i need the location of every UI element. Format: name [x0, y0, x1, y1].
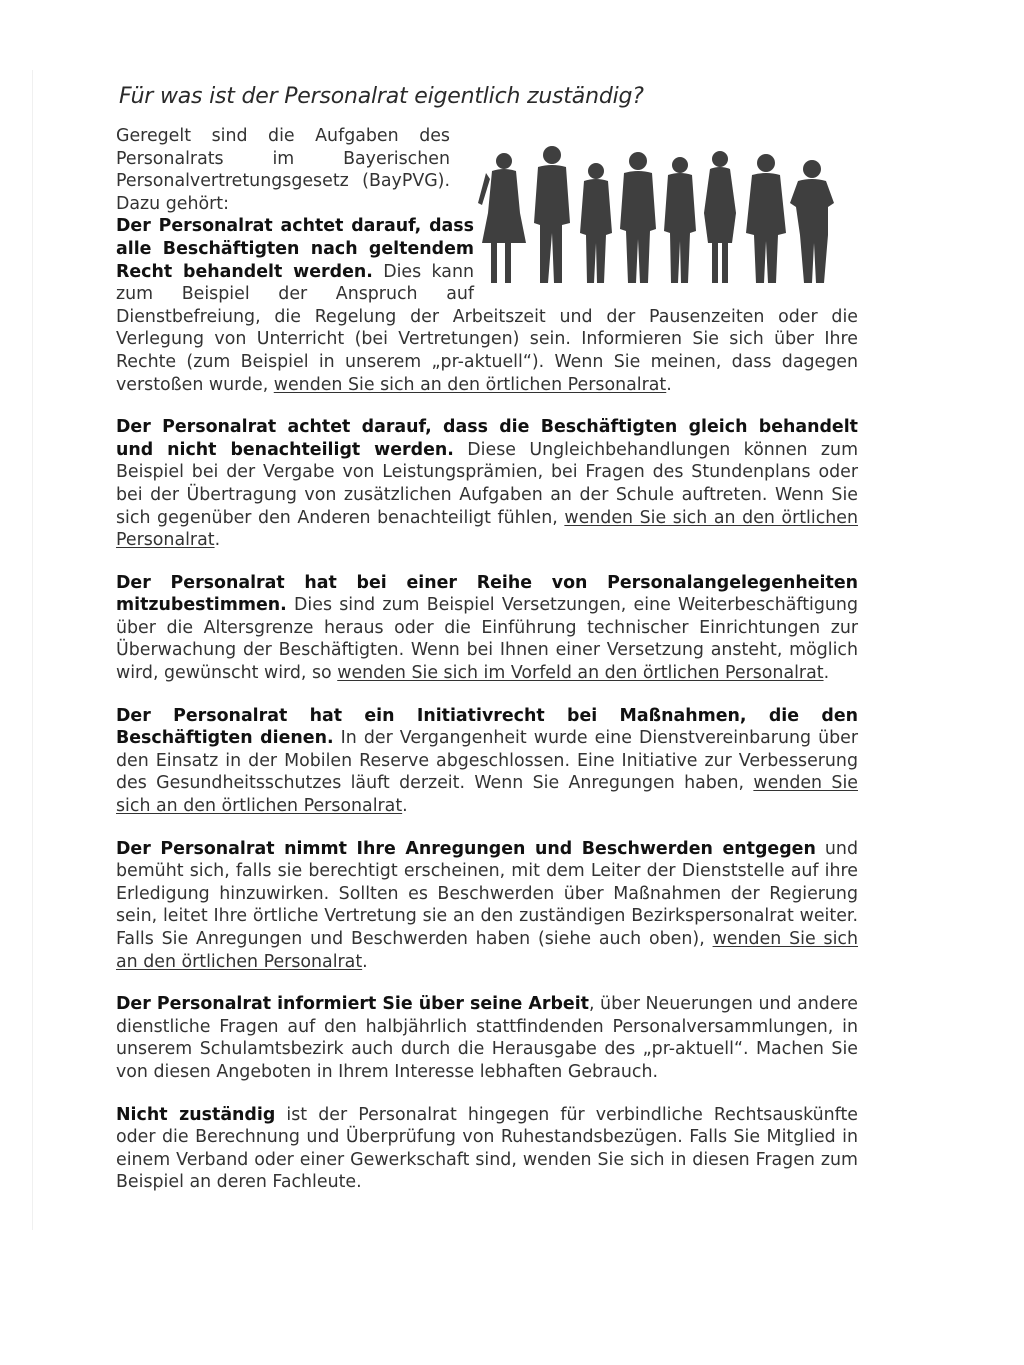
section-5-heading: Der Personalrat nimmt Ihre Anregungen und Beschwerden entgegen	[116, 838, 816, 859]
silhouette-person-3	[580, 163, 612, 283]
section-5	[116, 838, 858, 974]
silhouette-person-8	[790, 160, 834, 283]
section-2-text: Diese Ungleichbehandlungen können zum Beispiel bei der Vergabe von Leistungsprämien, bei Fragen des Stundenplans oder bei der Übertragung von zusätzlichen Aufgaben an der Schule auftreten. Wenn Sie sich gegenüber den Anderen benachteiligt fühlen,	[116, 439, 859, 528]
section-2-link[interactable]: wenden Sie sich an den örtlichen Personalrat	[116, 507, 858, 551]
section-1-text: Dies kann zum Beispiel der Anspruch auf Dienstbefreiung, die Regelung der Arbeitszeit und der Pausenzeiten oder die Verlegung von Unterricht (bei Vertretungen) sein. Informieren Sie sich über Ihre Rechte (zum Beispiel in unserem „pr-aktuell“). Wenn Sie meinen, dass dagegen verstoßen wurde,	[116, 261, 858, 395]
section-3-link[interactable]: wenden Sie sich im Vorfeld an den örtlichen Personalrat	[337, 663, 824, 684]
section-3-text: Dies sind zum Beispiel Versetzungen, eine Weiterbeschäftigung über die Altersgrenze heraus oder die Einführung technischer Einrichtungen zur Überwachung der Beschäftigten. Wenn bei Ihnen einer Versetzung ansteht, möglich wird, gewünscht wird, so	[116, 595, 858, 684]
section-4	[116, 705, 858, 818]
section-4-link[interactable]: wenden Sie sich an den örtlichen Personalrat	[116, 773, 858, 817]
section-6-text: , über Neuerungen und andere dienstliche Fragen auf den halbjährlich stattfindenden Personalversammlungen, in unserem Schulamtsbezirk auch durch die Herausgabe des „pr-aktuell“. Machen Sie von diesen Angeboten in Ihrem Interesse lebhaften Gebrauch.	[116, 994, 859, 1082]
silhouettes-of-people-icon	[474, 143, 844, 293]
silhouette-person-2	[534, 146, 570, 283]
intro-paragraph: Geregelt sind die Aufgaben des Personalrats im Bayerischen Personalvertretungsgesetz (BayPVG). Dazu gehört:	[116, 126, 450, 214]
section-2-heading: Der Personalrat achtet darauf, dass die Beschäftigten gleich behandelt und nicht benachteiligt werden.	[116, 417, 858, 460]
silhouette-person-6	[704, 151, 736, 283]
page-title: Für was ist der Personalrat eigentlich zuständig?	[119, 84, 644, 109]
section-3-end: .	[823, 663, 830, 684]
section-3-heading: Der Personalrat hat bei einer Reihe von Personalangelegenheiten mitzubestimmen.	[116, 572, 858, 616]
section-6-heading: Der Personalrat informiert Sie über seine Arbeit	[116, 994, 589, 1015]
section-6	[116, 993, 858, 1083]
document-body	[116, 125, 858, 1194]
section-4-heading: Der Personalrat hat ein Initiativrecht bei Maßnahmen, die den Beschäftigten dienen.	[116, 705, 858, 749]
section-7	[116, 1104, 858, 1194]
section-5-link[interactable]: wenden Sie sich an den örtlichen Personalrat	[116, 929, 858, 972]
silhouette-person-5	[664, 157, 696, 283]
section-1-heading: Der Personalrat achtet darauf, dass alle Beschäftigten nach geltendem Recht behandelt werden.	[116, 216, 474, 282]
scan-edge-line	[32, 70, 33, 1230]
section-7-heading: Nicht zuständig	[116, 1104, 276, 1125]
silhouette-person-1	[478, 153, 526, 283]
silhouette-person-4	[620, 152, 656, 283]
silhouette-person-7	[746, 154, 786, 283]
section-5-text: und bemüht sich, falls sie berechtigt erscheinen, mit dem Leiter der Dienststelle auf ihre Erledigung hinzuwirken. Sollten es Beschwerden über Maßnahmen der Regierung sein, leitet Ihre örtliche Vertretung sie an den zuständigen Bezirkspersonalrat weiter. Falls Sie Anregungen und Beschwerden haben (siehe auch oben),	[116, 838, 858, 949]
section-7-text: ist der Personalrat hingegen für verbindliche Rechtsauskünfte oder die Berechnung und Überprüfung von Ruhestandsbezügen. Falls Sie Mitglied in einem Verband oder einer Gewerkschaft sind, wenden Sie sich in diesen Fragen zum Beispiel an deren Fachleute.	[116, 1104, 858, 1193]
section-4-text: In der Vergangenheit wurde eine Dienstvereinbarung über den Einsatz in der Mobilen Reserve abgeschlossen. Eine Initiative zur Verbesserung des Gesundheitsschutzes läuft derzeit. Wenn Sie Anregungen haben,	[116, 728, 858, 794]
section-3	[116, 572, 858, 685]
section-2-end: .	[214, 530, 221, 551]
section-4-end: .	[402, 796, 408, 817]
section-2	[116, 416, 858, 552]
section-5-end: .	[362, 951, 368, 972]
section-1-link[interactable]: wenden Sie sich an den örtlichen Personalrat	[273, 374, 667, 395]
section-1-end: .	[666, 374, 672, 395]
